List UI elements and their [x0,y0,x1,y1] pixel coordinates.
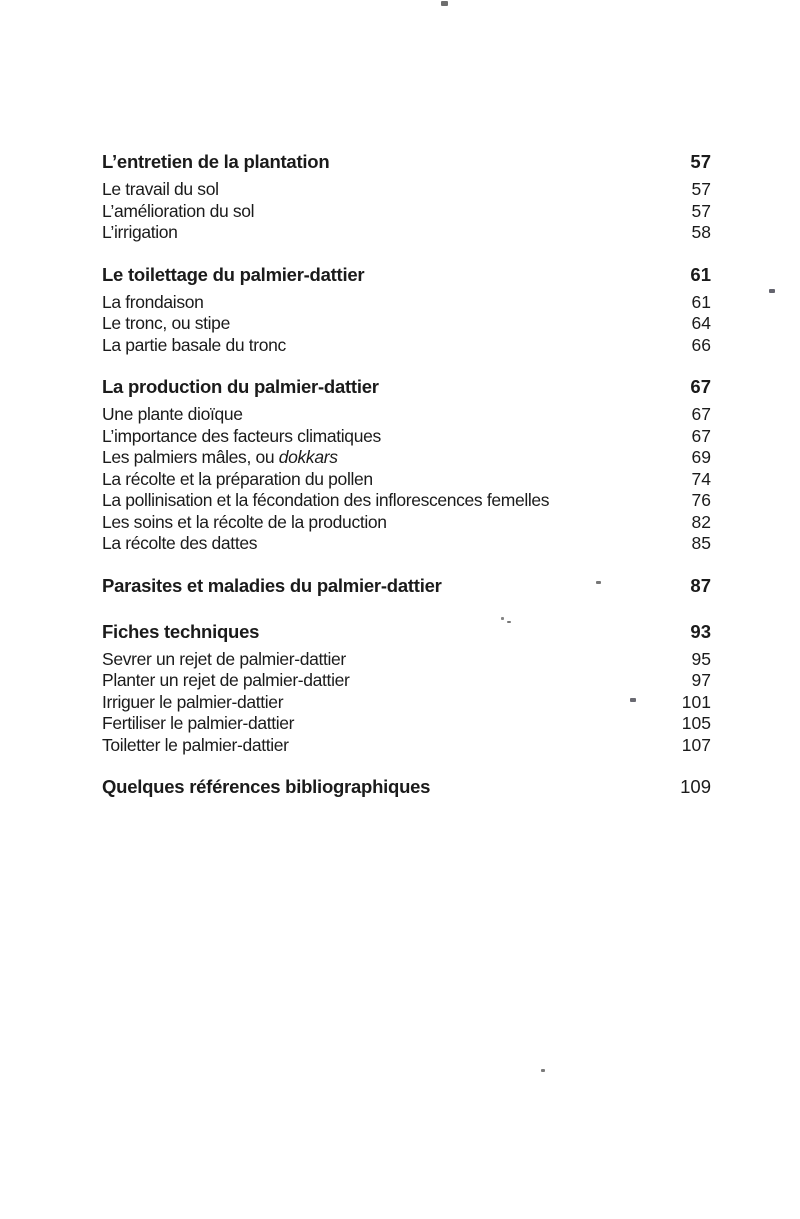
toc-item-label-text: Les palmiers mâles, ou [102,447,279,467]
toc-item-label [102,713,294,735]
toc-item-label-text: Une plante dioïque [102,404,243,424]
scan-speck [507,621,511,623]
toc-heading-row [102,264,711,285]
toc-item-page: 67 [691,404,711,424]
toc-item-row [102,512,711,534]
toc-heading-row [102,776,711,797]
toc-item-page: 74 [691,468,711,489]
toc-item-page: 101 [681,691,711,712]
toc-item-page: 67 [691,425,711,446]
toc-item-label-text: Irriguer le palmier-dattier [102,691,284,712]
scan-speck [630,698,636,702]
toc-item-label-text: La récolte des dattes [102,533,258,553]
toc-section [102,151,711,244]
toc-item-label-text: Fertiliser le palmier-dattier [102,713,295,733]
toc-heading-row [102,151,711,172]
toc-item-page: 76 [691,490,711,510]
toc-item-label-text: L’irrigation [102,222,178,242]
toc-item-page: 85 [691,533,711,553]
toc-item-label [102,404,243,426]
toc-item-label [102,649,346,671]
toc-item-row [102,201,711,223]
toc-item-page: 58 [691,222,711,242]
toc-item-row [102,692,711,714]
toc-item-label-text: Le tronc, ou stipe [102,313,230,333]
toc-heading-page: 57 [690,151,711,172]
toc-item-label [102,426,381,448]
toc-section [102,264,711,357]
toc-item-page: 105 [681,713,711,733]
toc-item-page: 107 [681,734,711,755]
toc-item-row [102,426,711,448]
toc-heading-page: 93 [690,620,711,642]
toc-section [102,776,711,797]
toc-heading-label: Parasites et maladies du palmier-dattier [102,574,442,596]
toc-item-row [102,469,711,491]
toc-section [102,621,711,757]
toc-item-page: 57 [691,179,711,199]
toc-item-label [102,490,549,512]
toc-item-label-text: Le travail du sol [102,179,219,199]
toc-item-row [102,447,711,469]
scan-speck [501,617,504,620]
toc-item-label-text: La partie basale du tronc [102,334,286,355]
toc-item-page: 61 [691,291,711,312]
toc-item-label [102,292,204,314]
toc-item-row [102,670,711,692]
toc-item-page: 82 [691,511,711,532]
toc-item-row [102,713,711,735]
toc-item-label [102,533,257,555]
toc-item-label-text: La récolte et la préparation du pollen [102,468,373,489]
toc-section [102,376,711,555]
toc-heading-row [102,621,711,642]
toc-item-label-text: Sevrer un rejet de palmier-dattier [102,648,346,669]
toc-item-label [102,201,254,223]
toc-heading-label: L’entretien de la plantation [102,151,330,172]
toc-item-label [102,447,338,469]
toc-item-row [102,179,711,201]
toc-heading-label: Quelques références bibliographiques [102,776,431,797]
toc-item-label-text: La pollinisation et la fécondation des inflorescences femelles [102,490,550,510]
toc-item-label-text: L’amélioration du sol [102,200,255,221]
toc-item-page: 64 [691,313,711,333]
toc-item-page: 66 [691,334,711,355]
toc-item-row [102,335,711,357]
toc-item-label [102,670,349,692]
toc-section [102,575,711,596]
scan-speck [541,1069,545,1072]
toc-item-label [102,313,230,335]
toc-item-row [102,735,711,757]
toc-item-page: 69 [691,447,711,467]
scan-speck [596,581,601,584]
toc-item-label [102,179,219,201]
toc-item-row [102,490,711,512]
toc-heading-label: Fiches techniques [102,620,260,642]
toc-item-label-text: Toiletter le palmier-dattier [102,734,289,755]
toc-item-row [102,404,711,426]
toc-heading-row [102,376,711,397]
page-top-edge-mark [441,1,448,6]
toc-item-label [102,222,178,244]
toc-item-label [102,335,286,357]
toc-heading-label: Le toilettage du palmier-dattier [102,263,365,285]
table-of-contents [102,151,711,804]
toc-heading-page: 109 [680,776,711,797]
toc-item-label-text: La frondaison [102,291,204,312]
toc-item-label-text: Planter un rejet de palmier-dattier [102,670,350,690]
toc-item-label [102,735,289,757]
toc-item-label-text: L’importance des facteurs climatiques [102,425,381,446]
toc-item-label [102,469,373,491]
toc-item-label [102,512,387,534]
toc-heading-page: 61 [690,263,711,285]
toc-heading-label: La production du palmier-dattier [102,376,379,397]
toc-item-label [102,692,283,714]
toc-item-page: 97 [691,670,711,690]
toc-item-row [102,313,711,335]
toc-item-row [102,533,711,555]
toc-heading-page: 87 [690,574,711,596]
toc-item-label-italic: dokkars [278,447,338,467]
toc-heading-page: 67 [690,376,711,397]
toc-item-row [102,222,711,244]
toc-item-row [102,649,711,671]
toc-item-page: 95 [691,648,711,669]
toc-heading-row [102,575,711,596]
toc-item-row [102,292,711,314]
scan-speck [769,289,775,293]
toc-item-page: 57 [691,200,711,221]
toc-item-label-text: Les soins et la récolte de la production [102,511,387,532]
